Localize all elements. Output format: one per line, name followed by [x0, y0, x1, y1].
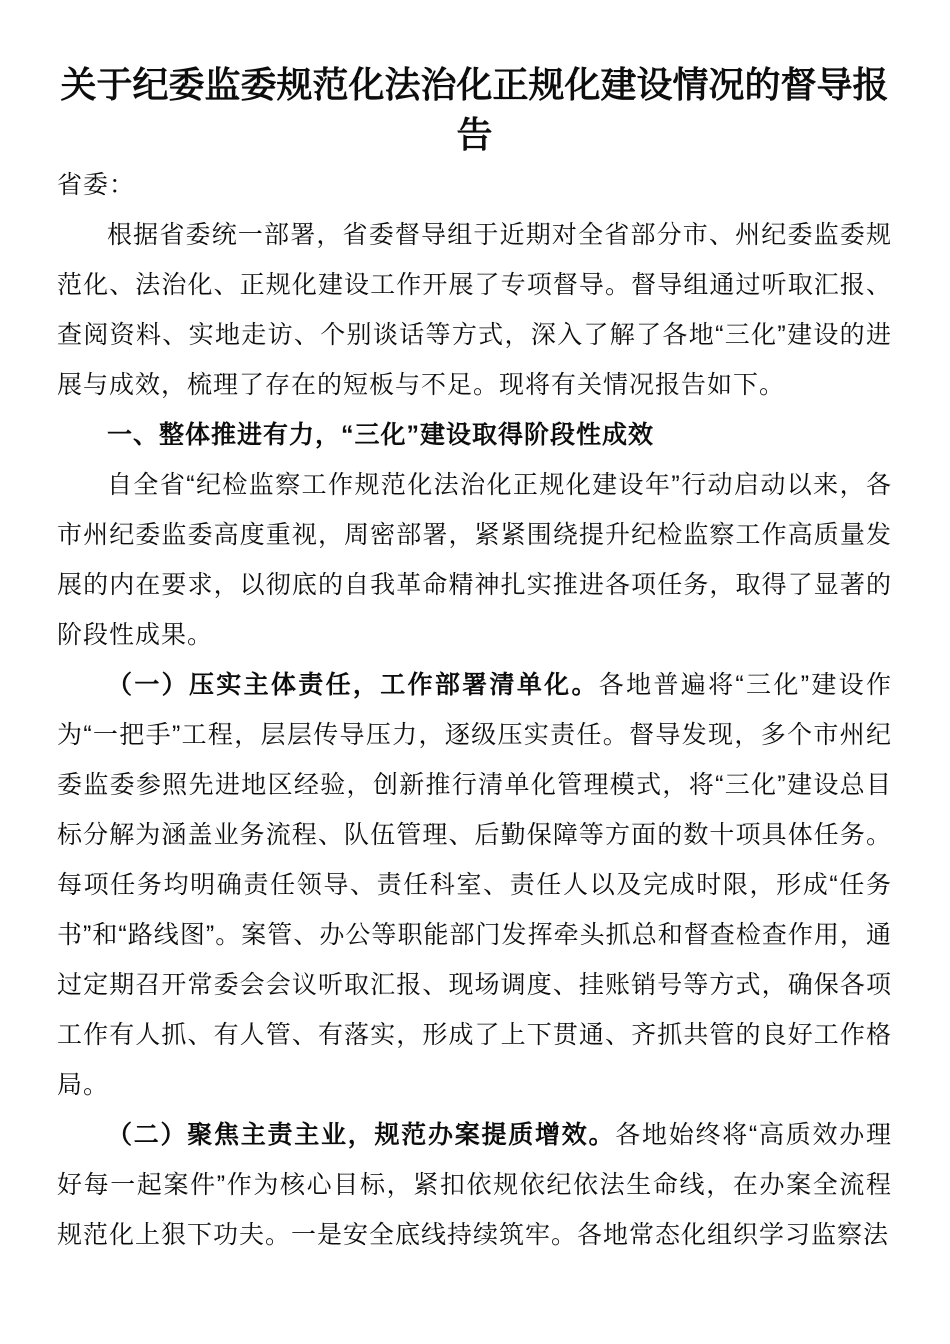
section-overview-paragraph: 自全省“纪检监察工作规范化法治化正规化建设年”行动启动以来，各市州纪委监委高度重视，周密部署，紧紧围绕提升纪检监察工作高质量发展的内在要求，以彻底的自我革命精神扎实推进各项任务，取得了显著的阶段性成果。: [57, 471, 892, 649]
salutation: 省委：: [57, 171, 136, 199]
intro-paragraph: 根据省委统一部署，省委督导组于近期对全省部分市、州纪委监委规范化、法治化、正规化建设工作开展了专项督导。督导组通过听取汇报、查阅资料、实地走访、个别谈话等方式，深入了解了各地“三化”建设的进展与成效，梳理了存在的短板与不足。现将有关情况报告如下。: [57, 221, 892, 399]
document-title: 关于纪委监委规范化法治化正规化建设情况的督导报告: [60, 64, 889, 155]
item-2-body: 各地始终将“高质效办理好每一起案件”作为核心目标，紧扣依规依纪依法生命线，在办案全流程规范化上狠下功夫。一是安全底线持续筑牢。各地常态化组织学习监察法: [57, 1121, 892, 1249]
section-heading: 一、整体推进有力，“三化”建设取得阶段性成效: [107, 421, 655, 449]
item-2-lead: （二）聚焦主责主业，规范办案提质增效。: [107, 1121, 616, 1149]
item-1-lead: （一）压实主体责任，工作部署清单化。: [107, 671, 599, 699]
item-1-body: 各地普遍将“三化”建设作为“一把手”工程，层层传导压力，逐级压实责任。督导发现，多个市州纪委监委参照先进地区经验，创新推行清单化管理模式，将“三化”建设总目标分解为涵盖业务流程、队伍管理、后勤保障等方面的数十项具体任务。每项任务均明确责任领导、责任科室、责任人以及完成时限，形成“任务书”和“路线图”。案管、办公等职能部门发挥牵头抓总和督查检查作用，通过定期召开常委会会议听取汇报、现场调度、挂账销号等方式，确保各项工作有人抓、有人管、有落实，形成了上下贯通、齐抓共管的良好工作格局。: [57, 671, 892, 1099]
item-1-paragraph: [57, 660, 892, 1110]
item-2-paragraph: [57, 1110, 892, 1260]
